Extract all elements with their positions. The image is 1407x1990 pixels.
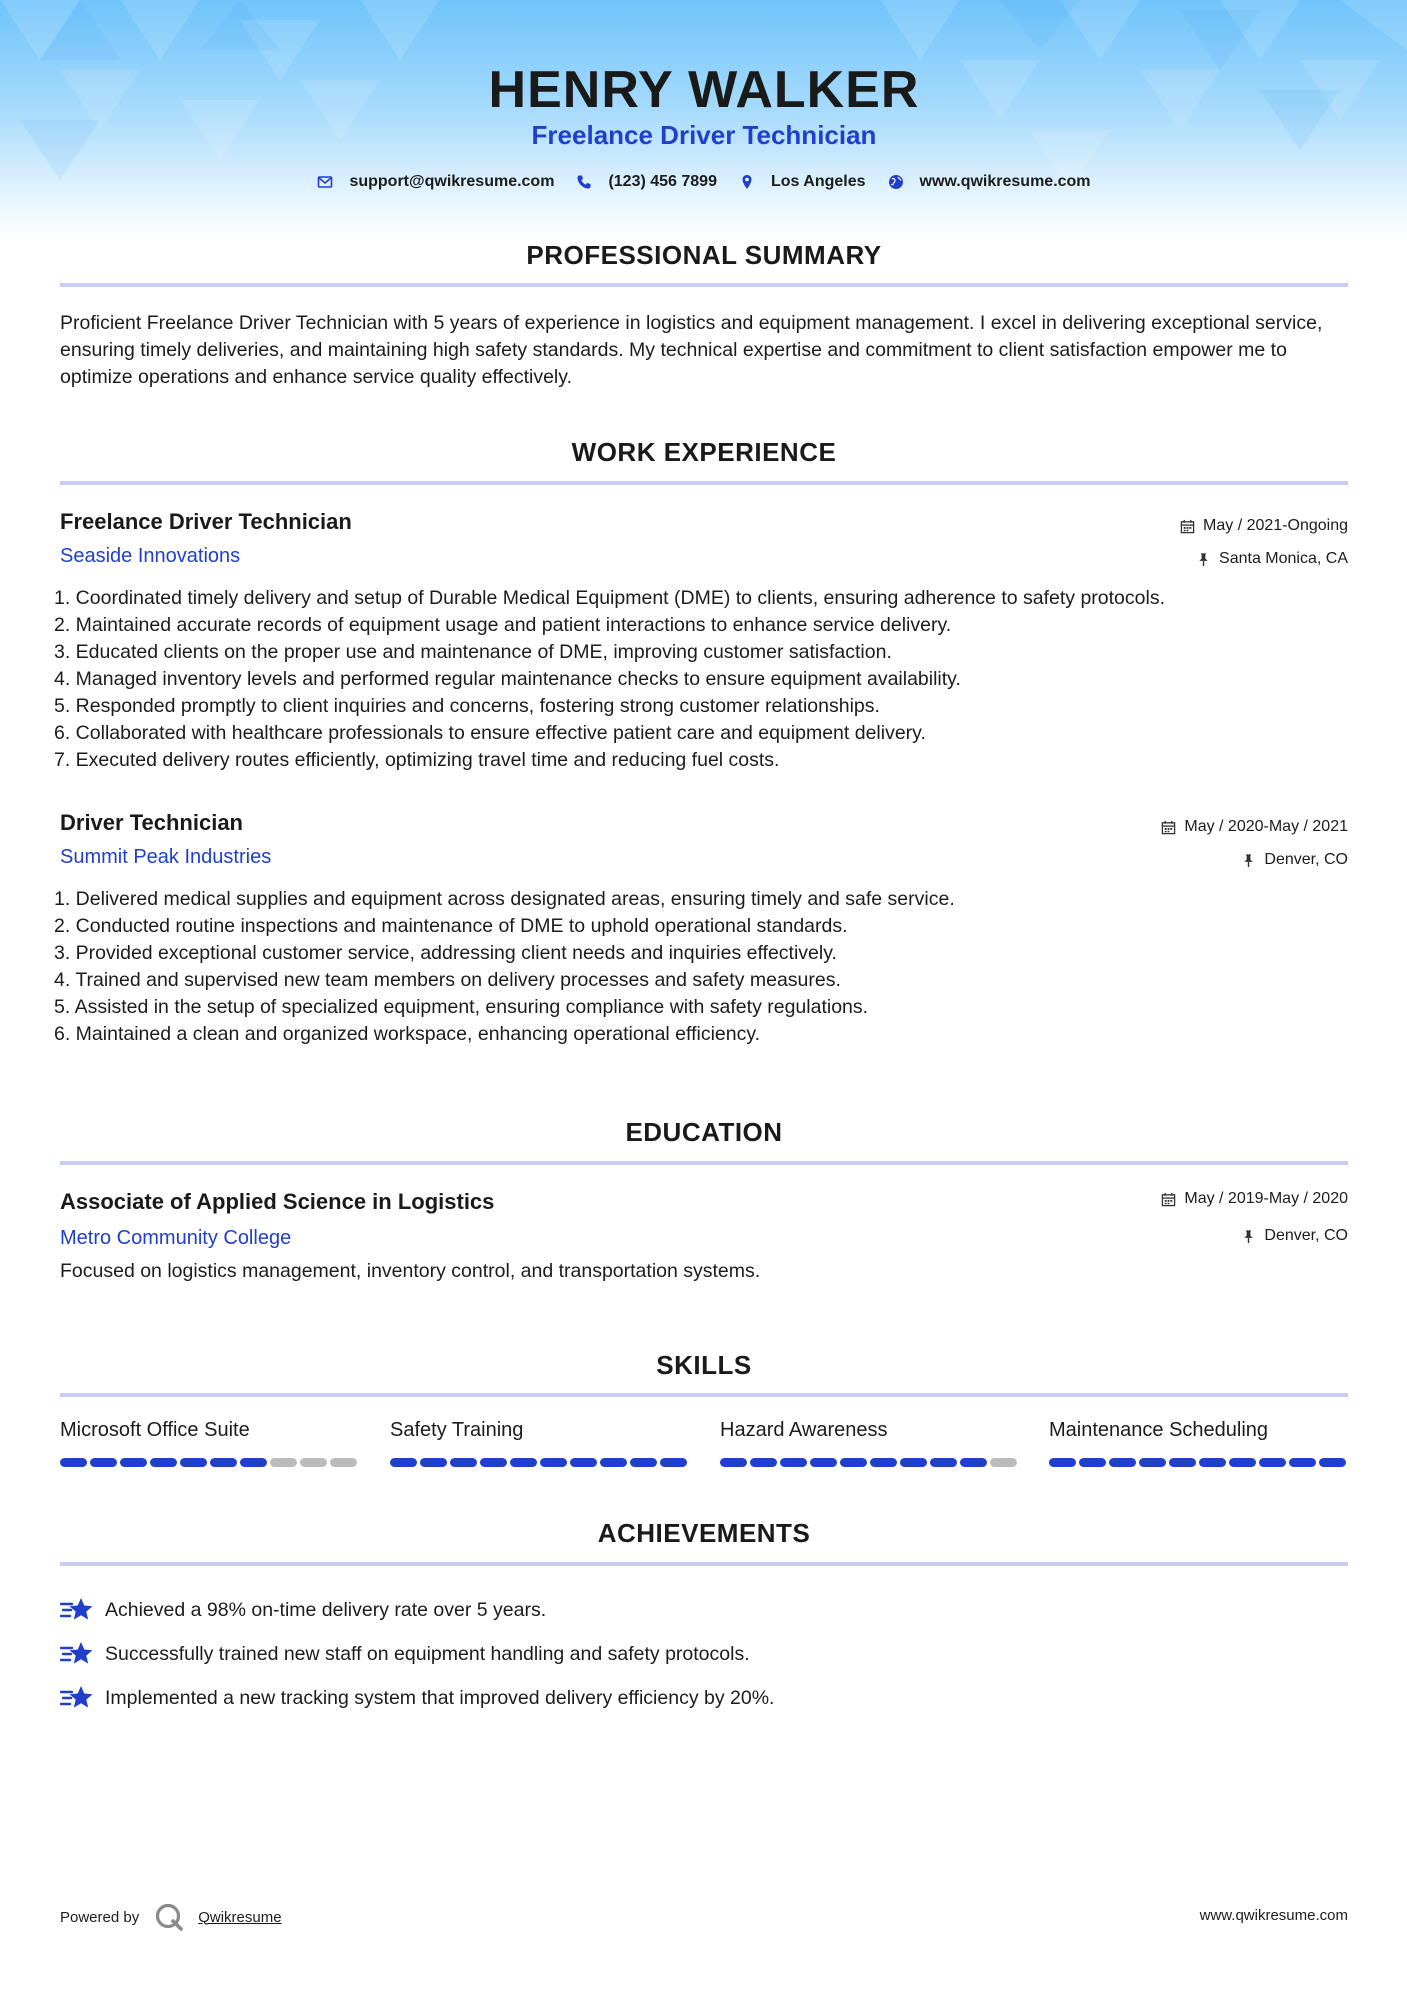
skill-item <box>720 1419 1020 1442</box>
experience-heading: WORK EXPERIENCE <box>571 437 837 467</box>
globe-icon <box>888 174 904 190</box>
phone-icon <box>576 174 592 190</box>
skill-dot-filled <box>420 1458 447 1467</box>
skill-dot-filled <box>390 1458 417 1467</box>
skill-dot-filled <box>180 1458 207 1467</box>
job-dates-text: May / 2020-May / 2021 <box>1184 818 1348 835</box>
skill-dot-filled <box>1259 1458 1286 1467</box>
calendar-icon <box>1161 1192 1176 1207</box>
skill-dot-filled <box>510 1458 537 1467</box>
contact-email-text: support@qwikresume.com <box>349 173 555 190</box>
pushpin-icon <box>1196 552 1211 567</box>
skill-dot-filled <box>840 1458 867 1467</box>
job-bullets <box>54 585 1354 774</box>
contact-website[interactable] <box>888 173 1091 191</box>
list-item: 1. Coordinated timely delivery and setup of Durable Medical Equipment (DME) to clients, ensuring adherence to safety protocols. <box>54 587 1165 609</box>
list-item: 2. Conducted routine inspections and maintenance of DME to uphold operational standards. <box>54 915 848 937</box>
skill-dot-filled <box>1079 1458 1106 1467</box>
skill-dot-filled <box>240 1458 267 1467</box>
education-heading: EDUCATION <box>625 1117 783 1147</box>
pushpin-icon <box>1241 1229 1256 1244</box>
skill-dot-empty <box>330 1458 357 1467</box>
skill-dot-filled <box>1229 1458 1256 1467</box>
skill-dot-filled <box>450 1458 477 1467</box>
achievement-text: Achieved a 98% on-time delivery rate over 5 years. <box>105 1598 547 1621</box>
job-dates <box>1161 818 1348 836</box>
summary-text: Proficient Freelance Driver Technician with 5 years of experience in logistics and equipment management. I excel in delivering exceptional service, ensuring timely deliveries, and maintaining high safety standards. My technical expertise and commitment to client satisfaction empower me to optimize operations and enhance service quality effectively. <box>60 312 1323 388</box>
candidate-name: HENRY WALKER <box>488 61 920 119</box>
skill-dot-filled <box>1169 1458 1196 1467</box>
skill-dot-empty <box>300 1458 327 1467</box>
achievement-text: Implemented a new tracking system that improved delivery efficiency by 20%. <box>105 1686 775 1709</box>
skill-name: Maintenance Scheduling <box>1049 1419 1269 1441</box>
summary-heading: PROFESSIONAL SUMMARY <box>526 240 882 270</box>
shooting-star-icon <box>60 1683 94 1713</box>
contact-location-text: Los Angeles <box>770 173 866 190</box>
skill-dot-filled <box>570 1458 597 1467</box>
skill-name: Hazard Awareness <box>720 1419 888 1441</box>
experience-divider <box>60 481 1348 485</box>
skill-name: Microsoft Office Suite <box>60 1419 250 1441</box>
skill-dot-filled <box>1109 1458 1136 1467</box>
skill-dot-filled <box>780 1458 807 1467</box>
education-dates <box>1161 1190 1348 1208</box>
skill-dot-filled <box>630 1458 657 1467</box>
map-pin-icon <box>739 174 755 190</box>
skill-level-bar <box>1049 1458 1349 1467</box>
pushpin-icon <box>1241 853 1256 868</box>
skill-name: Safety Training <box>390 1419 524 1441</box>
skill-dot-empty <box>990 1458 1017 1467</box>
qwikresume-link[interactable]: Qwikresume <box>198 1908 282 1926</box>
summary-divider <box>60 283 1348 287</box>
skill-dot-filled <box>90 1458 117 1467</box>
contact-phone-text: (123) 456 7899 <box>608 173 717 190</box>
list-item <box>60 1588 1348 1632</box>
list-item: 2. Maintained accurate records of equipment usage and patient interactions to enhance service delivery. <box>54 614 952 636</box>
skills-heading: SKILLS <box>656 1350 752 1380</box>
achievement-text: Successfully trained new staff on equipment handling and safety protocols. <box>105 1642 750 1665</box>
skill-dot-filled <box>60 1458 87 1467</box>
degree-title: Associate of Applied Science in Logistics <box>60 1189 495 1214</box>
footer-website[interactable]: www.qwikresume.com <box>1199 1907 1348 1924</box>
education-location <box>1241 1227 1348 1245</box>
skill-dot-filled <box>1319 1458 1346 1467</box>
contact-bar <box>60 173 1348 191</box>
skill-dot-filled <box>600 1458 627 1467</box>
calendar-icon <box>1180 519 1195 534</box>
powered-by-label: Powered by <box>60 1908 140 1926</box>
skill-level-bar <box>720 1458 1020 1467</box>
skill-dot-filled <box>1199 1458 1226 1467</box>
job-dates-text: May / 2021-Ongoing <box>1203 517 1348 534</box>
contact-phone[interactable] <box>576 173 717 191</box>
contact-email[interactable] <box>317 173 554 191</box>
envelope-icon <box>317 174 333 190</box>
contact-website-text: www.qwikresume.com <box>919 173 1091 190</box>
skill-dot-filled <box>480 1458 507 1467</box>
job-company: Summit Peak Industries <box>60 846 272 868</box>
skill-dot-filled <box>120 1458 147 1467</box>
education-description: Focused on logistics management, inventory control, and transportation systems. <box>60 1260 761 1282</box>
skill-dot-filled <box>660 1458 687 1467</box>
education-dates-text: May / 2019-May / 2020 <box>1184 1190 1348 1207</box>
skill-dot-filled <box>960 1458 987 1467</box>
job-location-text: Santa Monica, CA <box>1219 550 1348 567</box>
job-company: Seaside Innovations <box>60 545 241 567</box>
list-item <box>60 1632 1348 1676</box>
calendar-icon <box>1161 820 1176 835</box>
shooting-star-icon <box>60 1595 94 1625</box>
list-item: 3. Provided exceptional customer service, addressing client needs and inquiries effectively. <box>54 942 837 964</box>
skill-dot-filled <box>810 1458 837 1467</box>
skill-dot-filled <box>1289 1458 1316 1467</box>
skill-dot-filled <box>1139 1458 1166 1467</box>
list-item: 4. Managed inventory levels and performed regular maintenance checks to ensure equipment availability. <box>54 668 961 690</box>
list-item: 1. Delivered medical supplies and equipment across designated areas, ensuring timely and safe service. <box>54 888 955 910</box>
list-item: 4. Trained and supervised new team members on delivery processes and safety measures. <box>54 969 841 991</box>
skill-level-bar <box>60 1458 360 1467</box>
skill-dot-filled <box>210 1458 237 1467</box>
skill-dot-filled <box>930 1458 957 1467</box>
job-title: Freelance Driver Technician <box>60 509 352 534</box>
achievements-divider <box>60 1562 1348 1566</box>
skill-dot-filled <box>720 1458 747 1467</box>
list-item <box>60 1676 1348 1720</box>
shooting-star-icon <box>60 1639 94 1669</box>
job-bullets <box>54 886 1354 1048</box>
skill-item <box>1049 1419 1349 1442</box>
job-location-text: Denver, CO <box>1264 851 1348 868</box>
qwikresume-logo-icon <box>154 1902 184 1932</box>
achievements-heading: ACHIEVEMENTS <box>597 1518 811 1548</box>
footer-powered-by <box>60 1902 282 1932</box>
education-location-text: Denver, CO <box>1264 1227 1348 1244</box>
job-location <box>1196 550 1348 568</box>
list-item: 3. Educated clients on the proper use and maintenance of DME, improving customer satisfaction. <box>54 641 892 663</box>
list-item: 5. Assisted in the setup of specialized equipment, ensuring compliance with safety regulations. <box>54 996 869 1018</box>
skills-divider <box>60 1393 1348 1397</box>
job-title: Driver Technician <box>60 810 243 835</box>
skill-dot-filled <box>870 1458 897 1467</box>
candidate-role: Freelance Driver Technician <box>531 120 877 150</box>
list-item: 7. Executed delivery routes efficiently, optimizing travel time and reducing fuel costs. <box>54 749 780 771</box>
contact-location <box>739 173 866 191</box>
list-item: 6. Collaborated with healthcare professionals to ensure effective patient care and equipment delivery. <box>54 722 926 744</box>
education-divider <box>60 1161 1348 1165</box>
list-item: 5. Responded promptly to client inquiries and concerns, fostering strong customer relationships. <box>54 695 880 717</box>
skill-item <box>390 1419 690 1442</box>
skill-dot-filled <box>750 1458 777 1467</box>
school-name: Metro Community College <box>60 1227 292 1249</box>
list-item: 6. Maintained a clean and organized workspace, enhancing operational efficiency. <box>54 1023 761 1045</box>
job-location <box>1241 851 1348 869</box>
job-dates <box>1180 517 1348 535</box>
achievements-list <box>60 1588 1348 1720</box>
skill-dot-empty <box>270 1458 297 1467</box>
skill-dot-filled <box>900 1458 927 1467</box>
skill-dot-filled <box>540 1458 567 1467</box>
skill-level-bar <box>390 1458 690 1467</box>
skill-dot-filled <box>1049 1458 1076 1467</box>
skill-item <box>60 1419 360 1442</box>
skill-dot-filled <box>150 1458 177 1467</box>
